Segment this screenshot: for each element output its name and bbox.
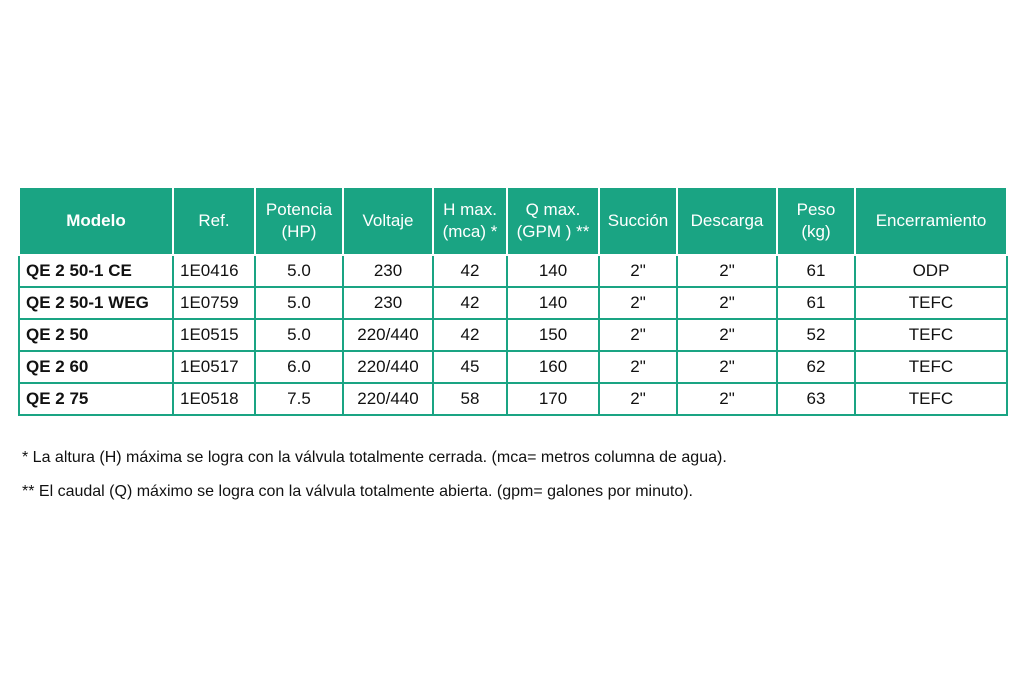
column-header-encerramiento (855, 187, 1007, 255)
cell-peso: 52 (777, 319, 855, 351)
cell-potencia: 5.0 (255, 319, 343, 351)
cell-ref: 1E0517 (173, 351, 255, 383)
cell-peso: 61 (777, 255, 855, 287)
cell-q-max: 160 (507, 351, 599, 383)
column-header-line: Descarga (690, 211, 764, 230)
cell-voltaje: 220/440 (343, 383, 433, 415)
column-header-peso (777, 187, 855, 255)
cell-modelo: QE 2 75 (19, 383, 173, 415)
table-row (19, 319, 1007, 351)
footnotes (22, 441, 1012, 509)
column-header-modelo (19, 187, 173, 255)
column-header-line: (kg) (801, 222, 831, 241)
cell-ref: 1E0518 (173, 383, 255, 415)
cell-voltaje: 220/440 (343, 351, 433, 383)
cell-descarga: 2" (677, 383, 777, 415)
column-header-line: H max. (443, 200, 497, 219)
cell-peso: 61 (777, 287, 855, 319)
cell-encerramiento: TEFC (855, 351, 1007, 383)
cell-descarga: 2" (677, 351, 777, 383)
cell-voltaje: 230 (343, 287, 433, 319)
cell-ref: 1E0515 (173, 319, 255, 351)
cell-encerramiento: TEFC (855, 383, 1007, 415)
column-header-line: (mca) * (442, 222, 498, 241)
column-header-line: Ref. (198, 211, 230, 230)
cell-succion: 2" (599, 255, 677, 287)
table-body (19, 255, 1007, 415)
footnote-head-pressure: * La altura (H) máxima se logra con la válvula totalmente cerrada. (mca= metros columna de agua). (22, 449, 727, 466)
column-header-ref (173, 187, 255, 255)
cell-potencia: 7.5 (255, 383, 343, 415)
cell-descarga: 2" (677, 287, 777, 319)
column-header-line: Encerramiento (875, 211, 987, 230)
cell-voltaje: 230 (343, 255, 433, 287)
cell-q-max: 140 (507, 287, 599, 319)
cell-h-max: 42 (433, 287, 507, 319)
column-header-line: Modelo (66, 211, 126, 230)
column-header-line: Succión (607, 211, 669, 230)
column-header-potencia (255, 187, 343, 255)
table-row (19, 287, 1007, 319)
table-header (19, 187, 1007, 255)
cell-q-max: 150 (507, 319, 599, 351)
cell-h-max: 42 (433, 255, 507, 287)
cell-h-max: 45 (433, 351, 507, 383)
column-header-q-max (507, 187, 599, 255)
column-header-descarga (677, 187, 777, 255)
column-header-line: Peso (796, 200, 836, 219)
cell-modelo: QE 2 50-1 CE (19, 255, 173, 287)
cell-peso: 62 (777, 351, 855, 383)
cell-h-max: 58 (433, 383, 507, 415)
column-header-voltaje (343, 187, 433, 255)
cell-descarga: 2" (677, 255, 777, 287)
cell-encerramiento: TEFC (855, 319, 1007, 351)
column-header-line: (GPM ) ** (516, 222, 590, 241)
cell-succion: 2" (599, 351, 677, 383)
column-header-succion (599, 187, 677, 255)
cell-modelo: QE 2 60 (19, 351, 173, 383)
cell-encerramiento: TEFC (855, 287, 1007, 319)
pump-spec-table (18, 186, 1008, 416)
header-row (19, 187, 1007, 255)
table-row (19, 383, 1007, 415)
cell-modelo: QE 2 50 (19, 319, 173, 351)
cell-q-max: 170 (507, 383, 599, 415)
column-header-line: (HP) (281, 222, 317, 241)
cell-encerramiento: ODP (855, 255, 1007, 287)
cell-succion: 2" (599, 319, 677, 351)
cell-q-max: 140 (507, 255, 599, 287)
cell-ref: 1E0759 (173, 287, 255, 319)
column-header-line: Q max. (525, 200, 581, 219)
column-header-line: Voltaje (362, 211, 414, 230)
cell-modelo: QE 2 50-1 WEG (19, 287, 173, 319)
cell-peso: 63 (777, 383, 855, 415)
cell-descarga: 2" (677, 319, 777, 351)
cell-h-max: 42 (433, 319, 507, 351)
column-header-line: Potencia (265, 200, 333, 219)
table-row (19, 255, 1007, 287)
cell-voltaje: 220/440 (343, 319, 433, 351)
cell-potencia: 5.0 (255, 255, 343, 287)
cell-potencia: 5.0 (255, 287, 343, 319)
cell-potencia: 6.0 (255, 351, 343, 383)
cell-ref: 1E0416 (173, 255, 255, 287)
table-row (19, 351, 1007, 383)
column-header-h-max (433, 187, 507, 255)
cell-succion: 2" (599, 383, 677, 415)
cell-succion: 2" (599, 287, 677, 319)
footnote-flow-rate: ** El caudal (Q) máximo se logra con la válvula totalmente abierta. (gpm= galones por minuto). (22, 483, 693, 500)
